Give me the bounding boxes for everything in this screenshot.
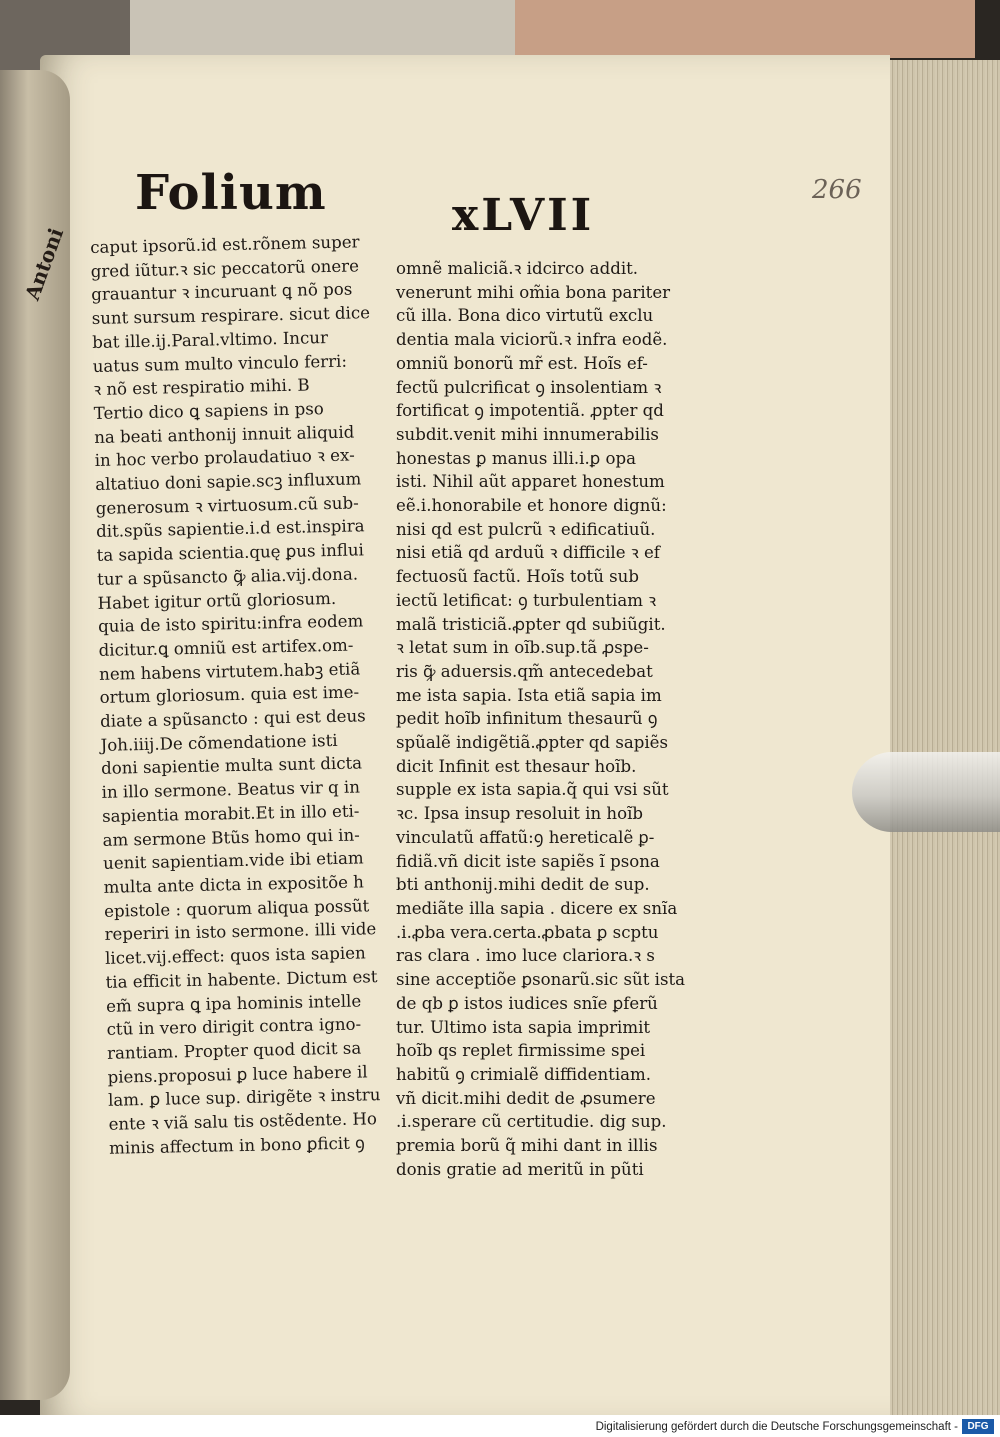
right-column-line: ꝛ letat sum in oĩb.sup.tã ꝓspe- xyxy=(396,638,649,658)
right-column-line: ꝛc. Ipsa insup resoluit in hoĩb xyxy=(396,804,644,824)
dfg-logo: DFG xyxy=(962,1419,994,1434)
footer-bar xyxy=(0,1415,1000,1437)
right-column-line: isti. Nihil aũt apparet honestum xyxy=(396,472,665,492)
right-column-line: malã tristiciã.ꝓpter qd subiũgit. xyxy=(396,614,666,634)
left-column-line: ctũ in vero dirigit contra igno- xyxy=(106,1014,362,1040)
left-column-line: Tertio dico ꝗ sapiens in pso xyxy=(93,399,324,423)
left-column-line: nem habens virtutem.habꝫ etiã xyxy=(98,659,361,684)
left-column-line: reperiri in isto sermone. illi vide xyxy=(104,919,377,945)
right-column-line: supple ex ista sapia.q̃ qui vsi sũt xyxy=(396,780,669,800)
left-column-line: in illo sermone. Beatus vir q in xyxy=(101,777,361,803)
left-column-line: quia de isto spiritu:infra eodem xyxy=(97,611,364,637)
right-column-line: cũ illa. Bona dico virtutũ exclu xyxy=(396,306,654,326)
left-column-line: caput ipsorũ.id est.rõnem super xyxy=(90,232,360,257)
text-column-right xyxy=(396,257,691,1181)
left-column-line: uatus sum multo vinculo ferri: xyxy=(92,351,348,376)
right-column-line: premia borũ q̃ mihi dant in illis xyxy=(396,1136,658,1156)
right-column-line: fortificat ꝯ impotentiã. ꝓpter qd xyxy=(396,401,664,421)
right-column-line: fectuosũ factũ. Hoĩs totũ sub xyxy=(396,567,639,587)
left-column-line: doni sapientie multa sunt dicta xyxy=(100,753,363,779)
right-column-line: me ista sapia. Ista etiã sapia im xyxy=(396,685,662,705)
left-column-line: diate a spũsancto : qui est deus xyxy=(99,706,366,731)
left-column-line: ortum gloriosum. quia est ime- xyxy=(99,682,360,708)
right-column-line: sine acceptiõe ꝑsonarũ.sic sũt ista xyxy=(396,970,686,990)
right-column-line: donis gratie ad meritũ in pũti xyxy=(396,1159,644,1179)
right-column-line: omnẽ maliciã.ꝛ idcirco addit. xyxy=(396,259,639,278)
right-column-line: ris ꝙ̃ aduersis.qm̃ antecedebat xyxy=(396,661,653,681)
right-column-line: .i.sperare cũ certitudie. dig sup. xyxy=(396,1112,667,1132)
right-column-line: vinculatũ affatũ:ꝯ hereticalẽ ꝑ- xyxy=(396,827,655,847)
left-column-line: Joh.iiij.De cõmendatione isti xyxy=(100,730,338,755)
left-column-line: ente ꝛ viã salu tis ostẽdente. Ho xyxy=(108,1109,378,1134)
right-column-line: omniũ bonorũ mr̃ est. Hoĩs ef- xyxy=(396,353,648,373)
left-column-line: minis affectum in bono ꝑficit ꝯ xyxy=(108,1133,365,1158)
left-column-line: altatiuo doni sapie.scꝫ influxum xyxy=(95,469,362,494)
right-column-line: de qb ꝑ istos iudices snĩe ꝑferũ xyxy=(396,993,658,1013)
right-column-line: subdit.venit mihi innumerabilis xyxy=(396,424,659,444)
right-column-line: iectũ letificat: ꝯ turbulentiam ꝛ xyxy=(396,590,657,610)
left-column-line: na beati anthonij innuit aliquid xyxy=(94,422,355,447)
left-column-line: tur a spũsancto ꝙ̃ alia.vij.dona. xyxy=(96,564,359,589)
left-column-line: licet.vij.effect: quos ista sapien xyxy=(104,943,366,968)
right-column-line: hoĩb qs replet firmissime spei xyxy=(396,1041,646,1061)
left-column-line: ta sapida scientia.quę ꝑus influi xyxy=(96,540,365,566)
left-page-heading: Antoni xyxy=(20,224,69,304)
left-column-line: grauantur ꝛ incuruant ꝗ nõ pos xyxy=(91,279,353,305)
page-clip xyxy=(852,752,1000,832)
right-column-line: fidiã.vñ dicit iste sapiẽs ĩ psona xyxy=(396,851,660,871)
right-column-line: dentia mala viciorũ.ꝛ infra eodẽ. xyxy=(396,330,668,350)
right-column-line: spũalẽ indigẽtiã.ꝓpter qd sapiẽs xyxy=(396,733,668,753)
left-column-line: tia efficit in habente. Dictum est xyxy=(105,966,378,992)
left-column-line: rantiam. Propter quod dicit sa xyxy=(106,1038,362,1063)
left-column-line: in hoc verbo prolaudatiuo ꝛ ex- xyxy=(94,445,355,471)
left-column-line: Habet igitur ortũ gloriosum. xyxy=(97,588,337,613)
right-column-line: habitũ ꝯ crimialẽ diffidentiam. xyxy=(396,1064,652,1084)
left-column-line: bat ille.ij.Paral.vltimo. Incur xyxy=(92,327,329,352)
right-column-line: nisi etiã qd arduũ ꝛ difficile ꝛ ef xyxy=(396,543,660,563)
left-column-line: uenit sapientiam.vide ibi etiam xyxy=(102,848,364,874)
left-column-line: generosum ꝛ virtuosum.cũ sub- xyxy=(95,493,359,518)
right-column-line: bti anthonij.mihi dedit de sup. xyxy=(396,875,650,895)
right-column-line: fectũ pulcrificat ꝯ insolentiam ꝛ xyxy=(396,377,662,397)
tan-backing xyxy=(515,0,975,58)
folio-number: xLVII xyxy=(452,190,595,241)
funding-credit: Digitalisierung gefördert durch die Deutsche Forschungsgemeinschaft - xyxy=(595,1421,958,1433)
right-column-line: eẽ.i.honorabile et honore dignũ: xyxy=(396,496,667,516)
right-column-line: venerunt mihi om̃ia bona pariter xyxy=(396,282,671,302)
left-column-line: multa ante dicta in expositõe h xyxy=(103,872,365,897)
left-column-line: em̃ supra ꝗ ipa hominis intelle xyxy=(105,990,362,1016)
left-column-line: lam. ꝑ luce sup. dirigẽte ꝛ instru xyxy=(107,1085,381,1111)
right-column-line: ras clara . imo luce clariora.ꝛ s xyxy=(396,946,655,966)
left-column-line: gred iũtur.ꝛ sic peccatorũ onere xyxy=(90,256,360,281)
left-column-line: sapientia morabit.Et in illo eti- xyxy=(101,801,360,826)
left-column-line: piens.proposui ꝑ luce habere il xyxy=(107,1061,368,1087)
left-column-line: dit.spũs sapientie.i.d est.inspira xyxy=(95,516,365,542)
pencil-page-number: 266 xyxy=(812,175,862,205)
text-column-left xyxy=(90,230,399,1160)
right-column-line: mediãte illa sapia . dicere ex snĩa xyxy=(396,898,678,918)
left-column-line: epistole : quorum aliqua possũt xyxy=(103,895,370,921)
right-column-line: .i.ꝓba vera.certa.ꝓbata ꝑ scptu xyxy=(396,922,659,942)
left-column-line: dicitur.ꝗ omniũ est artifex.om- xyxy=(98,635,354,660)
left-page-edge xyxy=(0,70,70,1400)
right-column-line: tur. Ultimo ista sapia imprimit xyxy=(396,1017,651,1037)
right-column-line: vñ dicit.mihi dedit de ꝓsumere xyxy=(396,1088,656,1108)
left-column-line: sunt sursum respirare. sicut dice xyxy=(91,303,371,329)
right-column-line: honestas ꝑ manus illi.i.ꝑ opa xyxy=(396,448,637,468)
running-title: Folium xyxy=(135,165,327,221)
left-column-line: am sermone Btũs homo qui in- xyxy=(102,825,360,850)
right-column-line: nisi qd est pulcrũ ꝛ edificatiuũ. xyxy=(396,519,656,539)
left-column-line: ꝛ nõ est respiratio mihi. B xyxy=(93,375,310,400)
right-column-line: pedit hoĩb infinitum thesaurũ ꝯ xyxy=(396,709,658,729)
right-column-line: dicit Infinit est thesaur hoĩb. xyxy=(396,756,637,776)
